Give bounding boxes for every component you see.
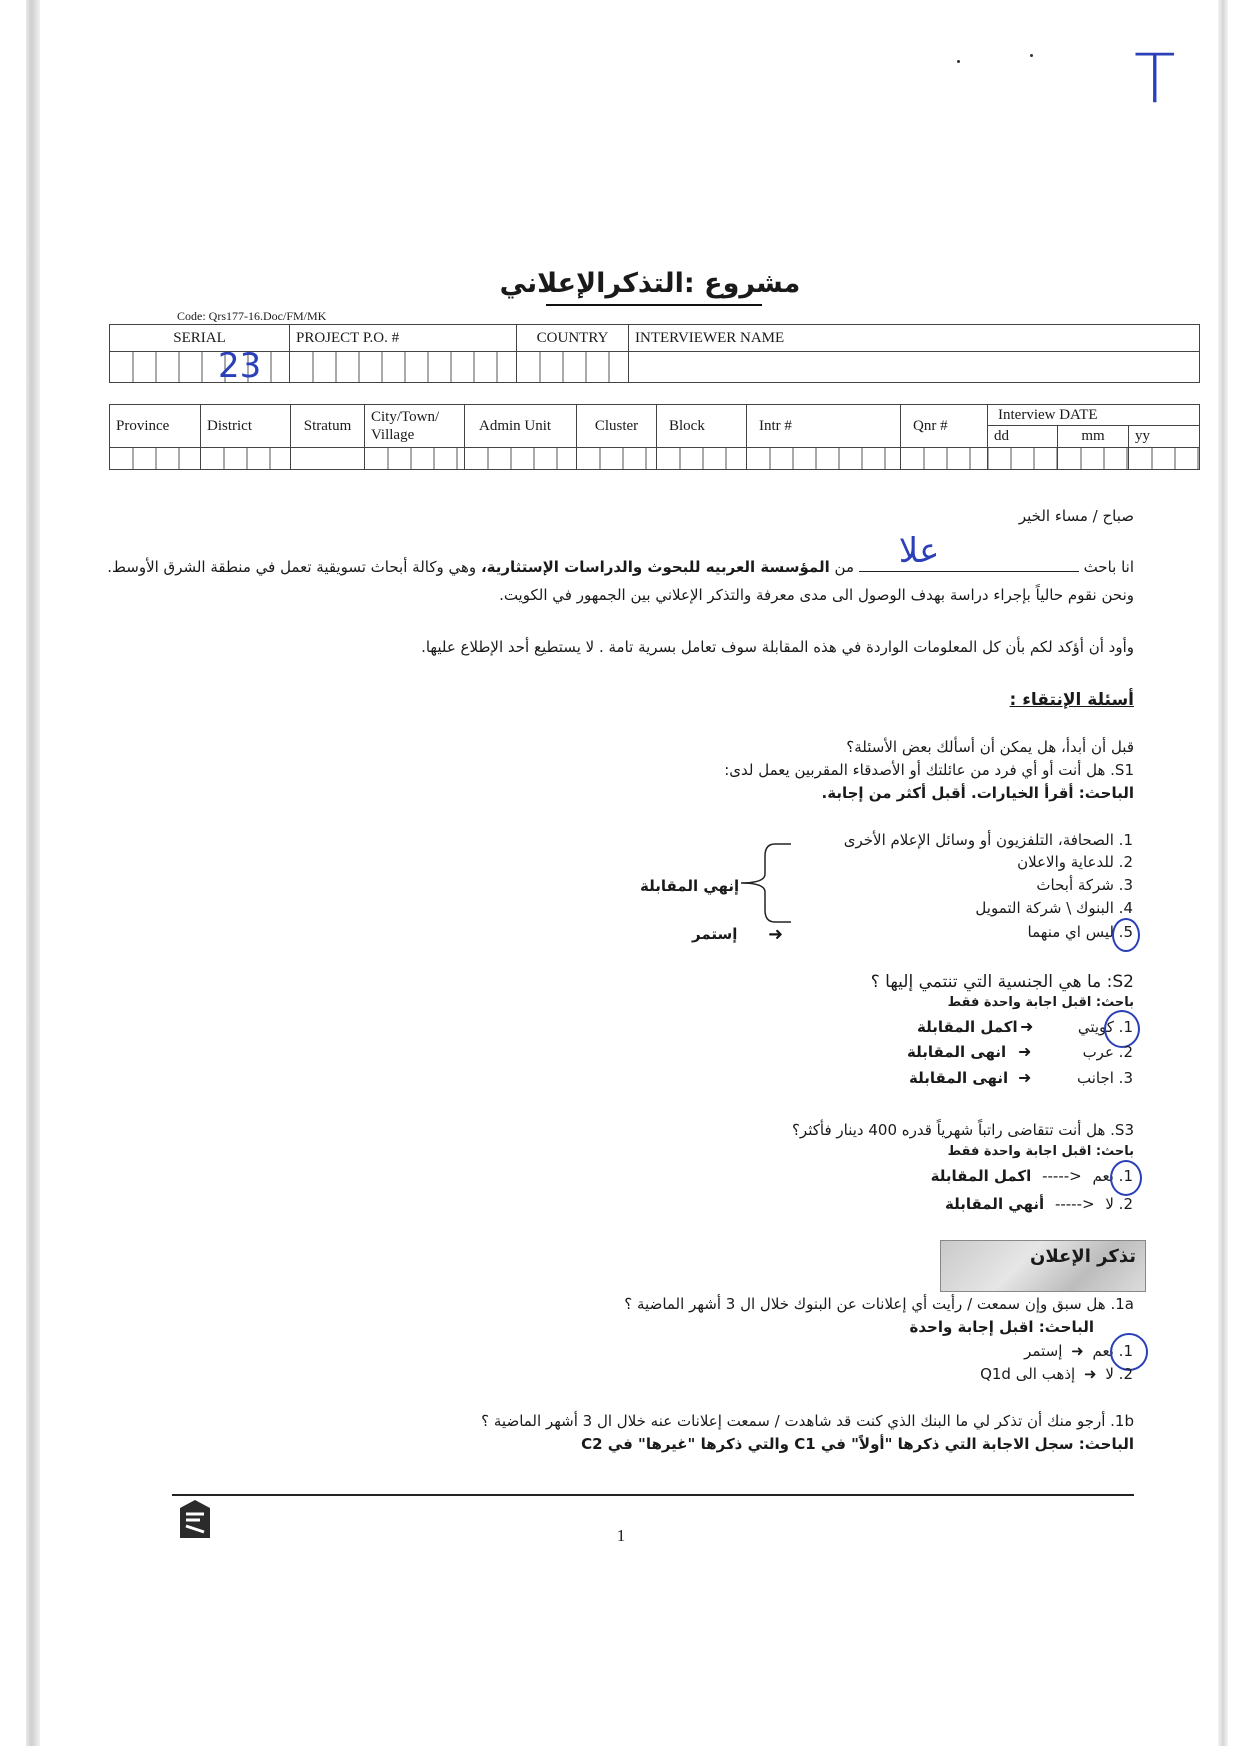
- recall-heading: تذكر الإعلان: [1030, 1246, 1136, 1267]
- q1a-instruction: الباحث: اقبل إجابة واحدة: [909, 1318, 1094, 1336]
- date-yy-field[interactable]: [1129, 448, 1200, 470]
- interviewer-name-field[interactable]: [629, 352, 1200, 383]
- q1a-arrow-icon: ➜: [1071, 1342, 1084, 1360]
- date-mm-label: mm: [1058, 426, 1129, 448]
- interview-date-label: Interview DATE: [988, 405, 1200, 426]
- date-dd-field[interactable]: [988, 448, 1058, 470]
- screening-heading: أسئلة الإنتقاء :: [1009, 690, 1134, 710]
- greeting: صباح / مساء الخير: [1018, 507, 1134, 525]
- admin-unit-field[interactable]: [465, 448, 577, 470]
- s2-option-1[interactable]: 1. كويتي: [1077, 1018, 1133, 1036]
- intr-label: Intr #: [747, 405, 901, 448]
- s1-option-5[interactable]: 5. ليس اي منهما: [1027, 923, 1133, 941]
- interviewer-handwritten-name: علا: [898, 531, 940, 571]
- city-field[interactable]: [365, 448, 465, 470]
- stratum-field[interactable]: [291, 448, 365, 470]
- block-field[interactable]: [657, 448, 747, 470]
- header-table-2: [109, 404, 1200, 470]
- date-mm-field[interactable]: [1058, 448, 1129, 470]
- footer-rule: [172, 1494, 1134, 1496]
- s2-action-2: انهى المقابلة: [907, 1043, 1007, 1061]
- s3-option-2-dash: ----->: [1054, 1195, 1095, 1213]
- s2-arrow-icon: ➜: [1018, 1042, 1032, 1061]
- s2-option-2[interactable]: 2. عرب: [1082, 1043, 1133, 1061]
- province-field[interactable]: [110, 448, 201, 470]
- handwritten-corner-mark: T: [1134, 40, 1176, 119]
- s1-option-4[interactable]: 4. البنوك \ شركة التمويل: [975, 899, 1133, 917]
- s2-instruction: باحث: اقبل اجابة واحدة فقط: [947, 995, 1134, 1010]
- s1-option-2[interactable]: 2. للدعاية والاعلان: [1017, 853, 1133, 871]
- cluster-field[interactable]: [577, 448, 657, 470]
- district-label: District: [201, 405, 291, 448]
- screening-pre-question: قبل أن أبدأ، هل يمكن أن أسألك بعض الأسئلة؟: [846, 738, 1134, 756]
- page-title: مشروع :التذكرالإعلاني: [499, 268, 801, 299]
- s3-option-1[interactable]: [931, 1167, 1133, 1185]
- serial-field[interactable]: [110, 346, 290, 386]
- country-field[interactable]: [517, 352, 629, 383]
- q1b-instruction: الباحث: سجل الاجابة التي ذكرها "أولاً" في C1 والتي ذكرها "غيرها" في C2: [581, 1435, 1134, 1453]
- intr-field[interactable]: [747, 448, 901, 470]
- qnr-field[interactable]: [901, 448, 988, 470]
- intro-line-1: [107, 531, 1134, 576]
- intro-line-2: ونحن نقوم حالياً بإجراء دراسة بهدف الوصول الى مدى معرفة والتذكر الإعلاني بين الجمهور في الكويت.: [499, 586, 1134, 604]
- s1-continue: إستمر: [692, 925, 738, 943]
- s3-option-2-label: 2. لا: [1105, 1195, 1133, 1213]
- document-code: Code: Qrs177-16.Doc/FM/MK: [177, 309, 327, 323]
- cluster-label: Cluster: [577, 405, 657, 448]
- s1-end-interview: إنهي المقابلة: [640, 877, 740, 895]
- s2-action-3: انهى المقابلة: [909, 1069, 1009, 1087]
- s2-arrow-icon: ➜: [1020, 1017, 1034, 1036]
- s3-option-1-label: 1. نعم: [1092, 1167, 1133, 1185]
- s3-selected-circle: [1110, 1160, 1142, 1196]
- s3-option-2-action: أنهي المقابلة: [944, 1195, 1045, 1213]
- company-logo-icon: [178, 1498, 212, 1542]
- intro-line-1-a: انا باحث: [1083, 558, 1134, 576]
- speck: [957, 60, 960, 63]
- speck: [1030, 54, 1033, 57]
- stratum-label: Stratum: [291, 405, 365, 448]
- date-yy-label: yy: [1129, 426, 1200, 448]
- q1a-option-2-action: إذهب الى Q1d: [980, 1365, 1076, 1383]
- intro-line-1-b: من: [834, 558, 854, 576]
- project-po-field[interactable]: [290, 352, 517, 383]
- interviewer-name-label: INTERVIEWER NAME: [629, 325, 1200, 352]
- s1-instruction: الباحث: أقرأ الخيارات. أقبل أكثر من إجابة.: [821, 784, 1134, 802]
- qnr-label: Qnr #: [901, 405, 988, 448]
- s1-arrow-icon: ➜: [768, 924, 784, 945]
- name-blank[interactable]: [859, 531, 1079, 572]
- s1-option-3[interactable]: 3. شركة أبحاث: [1036, 876, 1133, 894]
- s3-option-1-action: اكمل المقابلة: [930, 1167, 1032, 1185]
- s1-bracket-icon: [735, 842, 795, 924]
- country-label: COUNTRY: [517, 325, 629, 352]
- q1a-option-1-label: 1. نعم: [1092, 1342, 1133, 1360]
- scan-edge-right: [1218, 0, 1228, 1746]
- s3-instruction: باحث: اقبل اجابة واحدة فقط: [947, 1144, 1134, 1159]
- page-number: 1: [616, 1526, 626, 1545]
- project-po-label: PROJECT P.O. #: [290, 325, 517, 352]
- s2-arrow-icon: ➜: [1018, 1068, 1032, 1087]
- s2-option-3[interactable]: 3. اجانب: [1077, 1069, 1133, 1087]
- province-label: Province: [110, 405, 201, 448]
- city-town-village-label: City/Town/ Village: [365, 405, 465, 448]
- scan-edge-left: [26, 0, 40, 1746]
- intro-line-1-c: وهي وكالة أبحاث تسويقية تعمل في منطقة الشرق الأوسط.: [107, 558, 477, 576]
- district-field[interactable]: [201, 448, 291, 470]
- s3-question: S3. هل أنت تتقاضى راتباً شهرياً قدره 400 دينار فأكثر؟: [791, 1121, 1134, 1139]
- q1b-question: 1b. أرجو منك أن تذكر لي ما البنك الذي كنت قد شاهدت / سمعت إعلانات عنه خلال ال 3 أشهر الماضية ؟: [481, 1412, 1134, 1430]
- header-table-1: [109, 324, 1200, 386]
- s3-option-2[interactable]: [945, 1195, 1133, 1213]
- q1a-option-2[interactable]: [980, 1365, 1133, 1383]
- s2-action-1: اكمل المقابلة: [917, 1018, 1018, 1036]
- block-label: Block: [657, 405, 747, 448]
- s1-option-1[interactable]: 1. الصحافة، التلفزيون أو وسائل الإعلام الأخرى: [843, 831, 1133, 849]
- date-dd-label: dd: [988, 426, 1058, 448]
- s1-question: S1. هل أنت أو أي فرد من عائلتك أو الأصدقاء المقربين يعمل لدى:: [724, 761, 1134, 779]
- q1a-option-2-label: 2. لا: [1105, 1365, 1133, 1383]
- q1a-arrow-icon: ➜: [1084, 1365, 1097, 1383]
- organization-name: المؤسسة العربيه للبحوث والدراسات الإستثارية،: [480, 558, 830, 576]
- admin-unit-label: Admin Unit: [465, 405, 577, 448]
- serial-handwritten-value: 23: [218, 346, 262, 386]
- q1a-option-1-action: إستمر: [1024, 1342, 1063, 1360]
- title-underline: [546, 304, 762, 306]
- s3-option-1-dash: ----->: [1042, 1167, 1082, 1185]
- q1a-question: 1a. هل سبق وإن سمعت / رأيت أي إعلانات عن البنوك خلال ال 3 أشهر الماضية ؟: [624, 1295, 1134, 1313]
- s1-selected-circle: [1112, 918, 1140, 952]
- serial-label: SERIAL: [110, 325, 290, 352]
- confidentiality-statement: وأود أن أؤكد لكم بأن كل المعلومات الواردة في هذه المقابلة سوف تعامل بسرية تامة . لا يستطيع أحد الإطلاع عليها.: [421, 638, 1134, 656]
- s2-question: S2: ما هي الجنسية التي تنتمي إليها ؟: [870, 972, 1134, 992]
